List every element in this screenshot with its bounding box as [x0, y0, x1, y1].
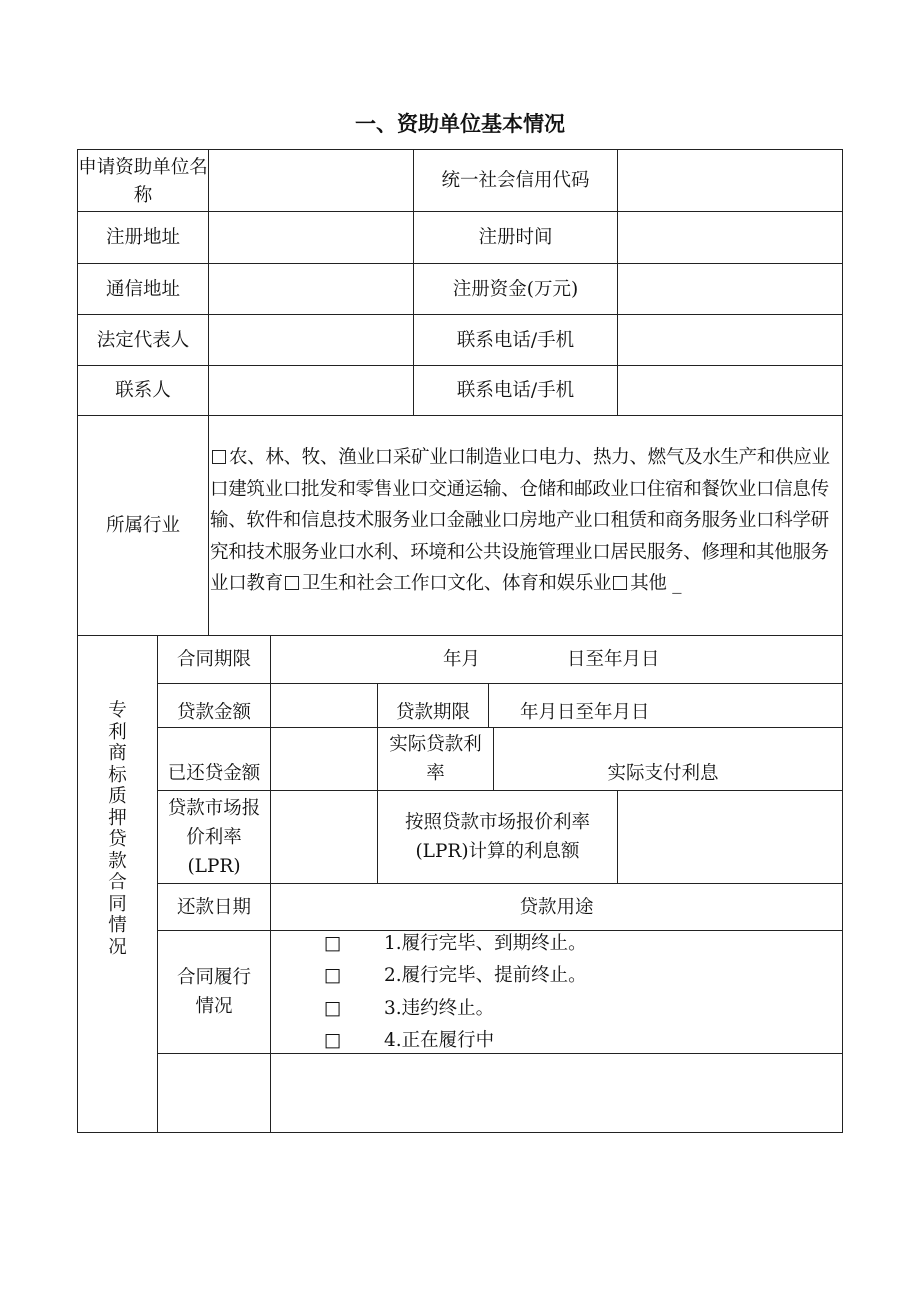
term-label: 合同期限 — [176, 649, 251, 670]
industry-option[interactable]: 卫生和社会工作 — [301, 573, 430, 594]
reg-time-value[interactable] — [618, 212, 842, 263]
actual-interest-label: 实际支付利息 — [607, 763, 719, 784]
contact-phone-label: 联系电话/手机 — [456, 380, 575, 401]
industry-option[interactable]: 信息传输、软件和信息技术服务业 — [210, 478, 829, 531]
lpr-interest-label: 按照贷款市场报价利率(LPR)计算的利息额 — [404, 812, 590, 862]
mail-address-value[interactable] — [209, 264, 413, 314]
legal-phone-value[interactable] — [618, 315, 842, 365]
repay-date-label: 还款日期 — [176, 896, 251, 918]
status-option[interactable]: □ 3.违约终止。 — [324, 996, 494, 1022]
status-option[interactable]: □ 1.履行完毕、到期终止。 — [324, 931, 587, 957]
industry-option[interactable]: 科学研究和技术服务业 — [210, 510, 829, 563]
status-option[interactable]: □ 2.履行完毕、提前终止。 — [324, 963, 587, 989]
reg-capital-label: 注册资金(万元) — [452, 278, 579, 300]
industry-option[interactable]: 教育 — [246, 573, 283, 594]
industry-option[interactable]: 采矿业 — [392, 447, 448, 468]
performance-label: 合同履行情况 — [176, 967, 251, 1017]
checkbox-icon[interactable] — [212, 450, 226, 464]
lpr-value[interactable] — [271, 791, 377, 883]
industry-option[interactable]: 交通运输、仓储和邮政业 — [428, 478, 629, 500]
reg-time-label: 注册时间 — [478, 227, 553, 248]
legal-rep-value[interactable] — [209, 315, 413, 365]
industry-option[interactable]: 房地产业 — [519, 510, 593, 531]
contract-section-text: 专利商标质押贷款合同情况 — [108, 700, 127, 958]
credit-code-value[interactable] — [618, 150, 842, 211]
repaid-value[interactable] — [271, 728, 377, 790]
reg-address-label: 注册地址 — [105, 227, 180, 248]
repaid-label: 已还贷金额 — [167, 763, 261, 784]
extra-label — [158, 1054, 270, 1132]
checkbox-icon[interactable]: □ — [324, 965, 342, 986]
amount-value[interactable] — [271, 684, 377, 727]
industry-option[interactable]: 建筑业 — [228, 478, 283, 500]
checkbox-icon[interactable]: □ — [324, 933, 342, 954]
reg-capital-value[interactable] — [618, 264, 842, 314]
actual-rate-label: 实际贷款利率 — [389, 734, 482, 784]
industry-option[interactable]: 其他 _ — [630, 573, 682, 594]
contract-section-label — [78, 636, 157, 1132]
period-value[interactable]: 年月日至年月日 — [520, 702, 650, 723]
industry-option[interactable]: 租赁和商务服务业 — [610, 510, 757, 531]
purpose-label: 贷款用途 — [519, 896, 594, 918]
industry-option[interactable]: 金融业 — [446, 510, 502, 531]
contact-value[interactable] — [209, 366, 413, 415]
industry-option[interactable]: 住宿和餐饮业 — [646, 478, 757, 500]
contact-label: 联系人 — [115, 380, 171, 401]
industry-option[interactable]: 农、林、牧、渔业 — [210, 447, 375, 468]
reg-address-value[interactable] — [209, 212, 413, 263]
legal-phone-label: 联系电话/手机 — [456, 329, 575, 351]
checkbox-icon[interactable]: □ — [324, 998, 342, 1019]
legal-rep-label: 法定代表人 — [96, 329, 190, 351]
industry-option[interactable]: 制造业 — [465, 447, 521, 468]
industry-option[interactable]: 水利、环境和公共设施管理业 — [355, 541, 593, 563]
industry-option[interactable]: 文化、体育和娱乐业 — [447, 573, 612, 594]
term-value[interactable]: 年月 日至年月日 — [443, 649, 660, 670]
lpr-label: 贷款市场报价利率(LPR) — [167, 797, 261, 877]
industry-option[interactable]: 电力、热力、燃气及水生产和供应业 — [538, 447, 830, 468]
credit-code-label: 统一社会信用代码 — [441, 170, 590, 191]
checkbox-icon[interactable] — [285, 576, 299, 590]
unit-name-value[interactable] — [209, 150, 413, 211]
lpr-interest-value[interactable] — [618, 791, 842, 883]
checkbox-icon[interactable]: □ — [324, 1030, 342, 1051]
page-title: 一、资助单位基本情况 — [355, 112, 565, 136]
industry-option[interactable]: 居民服务、修理和其他服务业 — [210, 541, 829, 594]
mail-address-label: 通信地址 — [105, 278, 180, 300]
unit-name-label: 申请资助单位名称 — [78, 156, 208, 206]
industry-label: 所属行业 — [105, 515, 180, 536]
contact-phone-value[interactable] — [618, 366, 842, 415]
amount-label: 贷款金额 — [176, 702, 251, 723]
status-option[interactable]: □ 4.正在履行中 — [324, 1028, 494, 1054]
period-label: 贷款期限 — [395, 702, 470, 723]
industry-options: 农、林、牧、渔业口采矿业口制造业口电力、热力、燃气及水生产和供应业口建筑业口批发和零售业口交通运输、仓储和邮政业口住宿和餐饮业口信息传输、软件和信息技术服务业口金融业口房地产业口租赁和商务服务业口科学研究和技术服务业口水利、环境和公共设施管理业口居民服务、修理和其他服务业口教育 卫生和社会工作口文化、体育和娱乐业 其他 _ — [210, 447, 830, 594]
industry-option[interactable]: 批发和零售业 — [301, 478, 411, 500]
extra-value[interactable] — [271, 1054, 842, 1132]
checkbox-icon[interactable] — [613, 576, 627, 590]
